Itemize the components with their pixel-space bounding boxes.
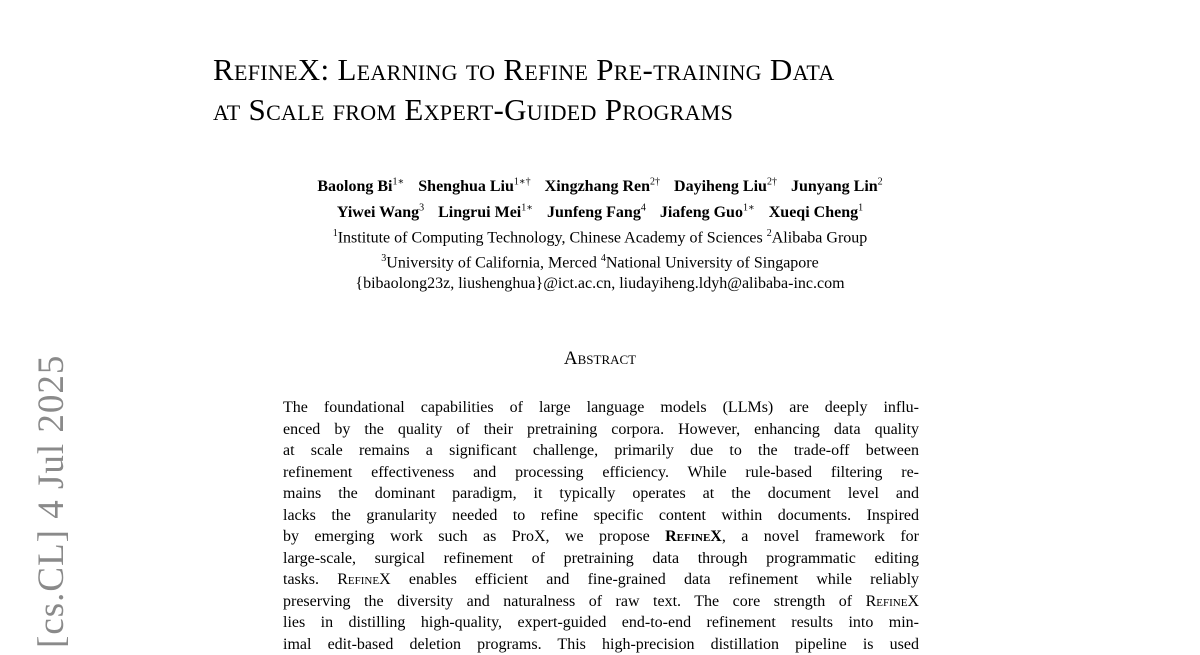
- refinex-name: RefineX: [337, 571, 390, 588]
- author: Jiafeng Guo$^{1∗}$: [660, 204, 755, 221]
- author-emails: {bibaolong23z, liushenghua}@ict.ac.cn, liudayiheng.ldyh@alibaba-inc.com: [200, 273, 1000, 294]
- author: Junfeng Fang$^4$: [547, 204, 646, 221]
- author: Junyang Lin$^2$: [791, 178, 883, 195]
- author: Lingrui Mei$^{1∗}$: [438, 204, 533, 221]
- arxiv-identifier-stamp: [cs.CL] 4 Jul 2025: [30, 348, 72, 648]
- abstract-line: The foundational capabilities of large language models (LLMs) are deeply influ-: [283, 397, 919, 419]
- abstract-body: [283, 397, 919, 655]
- abstract-line: lies in distilling high-quality, expert-guided end-to-end refinement results into min-: [283, 612, 919, 634]
- abstract-line: large-scale, surgical refinement of pretraining data through programmatic editing: [283, 548, 919, 570]
- affiliation-line-2: $^3$University of California, Merced $^4$National University of Singapore: [200, 248, 1000, 273]
- abstract-line: lacks the granularity needed to refine specific content within documents. Inspired: [283, 505, 919, 527]
- abstract-line: enced by the quality of their pretraining corpora. However, enhancing data quality: [283, 419, 919, 441]
- paper-title: [213, 50, 835, 130]
- abstract-heading: Abstract: [200, 348, 1000, 370]
- author-line-1: [200, 172, 1000, 197]
- refinex-name: RefineX: [665, 528, 722, 545]
- author-line-2: [200, 197, 1000, 222]
- author: Dayiheng Liu$^{2\dagger}$: [674, 178, 777, 195]
- author: Xueqi Cheng$^1$: [769, 204, 863, 221]
- abstract-line: tasks. RefineX enables efficient and fine-grained data refinement while reliably: [283, 569, 919, 591]
- author: Baolong $Bi^{1∗}$: [317, 178, 404, 195]
- abstract-line: imal edit-based deletion programs. This high-precision distillation pipeline is used: [283, 634, 919, 655]
- title-line-1: RefineX: Learning to Refine Pre-training Data: [213, 50, 835, 90]
- author: Yiwei Wang$^3$: [337, 204, 424, 221]
- abstract-line: refinement effectiveness and processing efficiency. While rule-based filtering re-: [283, 462, 919, 484]
- abstract-line: mains the dominant paradigm, it typically operates at the document level and: [283, 483, 919, 505]
- refinex-name: RefineX: [866, 593, 919, 610]
- author: Shenghua Liu$^{1∗\dagger}$: [418, 178, 530, 195]
- abstract-line: by emerging work such as ProX, we propose RefineX, a novel framework for: [283, 526, 919, 548]
- title-line-2: at Scale from Expert-Guided Programs: [213, 90, 835, 130]
- abstract-line: at scale remains a significant challenge, primarily due to the trade-off between: [283, 440, 919, 462]
- affiliation-line-1: $^1$Institute of Computing Technology, Chinese Academy of Sciences $^2$Alibaba Group: [200, 223, 1000, 248]
- abstract-line: preserving the diversity and naturalness of raw text. The core strength of RefineX: [283, 591, 919, 613]
- author-block: [200, 172, 1000, 294]
- author: Xingzhang Ren$^{2\dagger}$: [545, 178, 660, 195]
